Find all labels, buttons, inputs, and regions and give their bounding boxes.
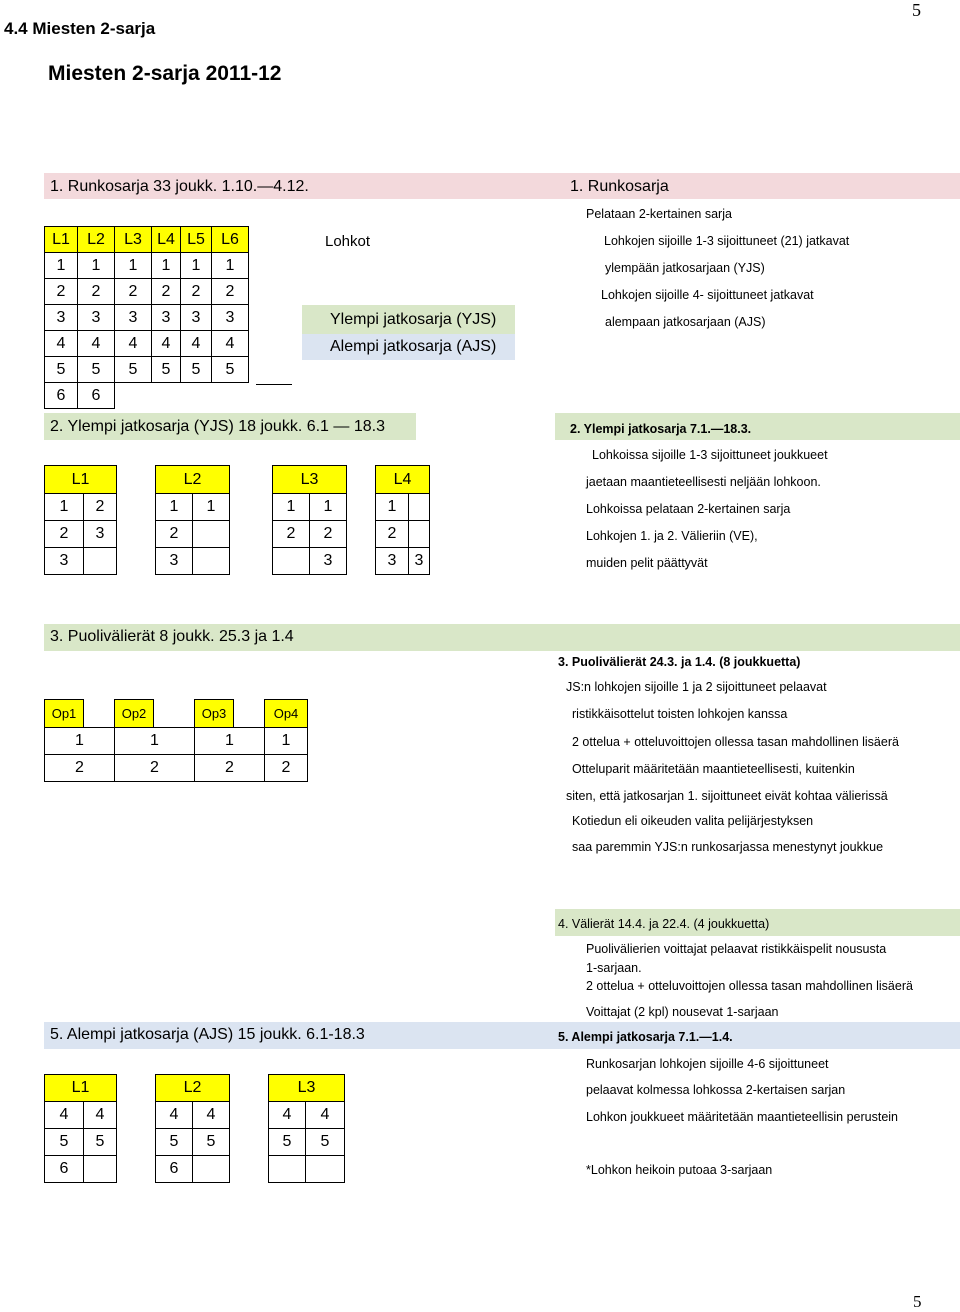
section5-desc-line: Runkosarjan lohkojen sijoille 4-6 sijoittuneet — [586, 1057, 829, 1071]
section3-desc-line: Otteluparit määritetään maantieteellisesti, kuitenkin — [572, 762, 855, 776]
section4-heading-right: 4. Välierät 14.4. ja 22.4. (4 joukkuetta) — [558, 917, 770, 931]
table-cell: 5 — [156, 1129, 193, 1156]
table-gap — [117, 1129, 156, 1156]
table-cell: 2 — [84, 494, 117, 521]
table-cell: 2 — [45, 521, 84, 548]
table-header-row — [45, 466, 430, 494]
table-gap — [347, 521, 376, 548]
table-gap — [347, 466, 376, 494]
ajs-table — [44, 1074, 345, 1183]
table-row — [45, 548, 430, 575]
table-cell: 3 — [115, 305, 152, 331]
table-cell: 2 — [156, 521, 193, 548]
table-cell: 1 — [152, 253, 181, 279]
table-cell — [193, 521, 230, 548]
table-gap — [347, 494, 376, 521]
table-cell: 1 — [45, 728, 115, 755]
table-gap — [117, 1075, 156, 1102]
table-cell: 4 — [212, 331, 249, 357]
table-cell: 2 — [265, 755, 308, 782]
table-row — [45, 494, 430, 521]
section3-desc-line: 2 ottelua + otteluvoittojen ollessa tasan mahdollinen lisäerä — [572, 735, 899, 749]
label-lohkot: Lohkot — [325, 233, 371, 250]
table-cell — [306, 1156, 345, 1183]
table-header-cell: L3 — [273, 466, 347, 494]
table-header-cell: L1 — [45, 1075, 117, 1102]
table-gap — [117, 494, 156, 521]
table-row — [45, 1156, 345, 1183]
table-header-cell: Op1 — [45, 700, 84, 728]
table-row — [45, 305, 249, 331]
table-cell: 1 — [193, 494, 230, 521]
table-header-row — [45, 700, 308, 728]
table-gap — [154, 700, 195, 728]
table-cell: 4 — [269, 1102, 306, 1129]
table-cell: 4 — [78, 331, 115, 357]
table-cell — [193, 1156, 230, 1183]
table-cell: 3 — [78, 305, 115, 331]
table-cell: 2 — [195, 755, 265, 782]
table-row — [45, 383, 249, 409]
table-gap — [117, 521, 156, 548]
section3-desc-line: ristikkäisottelut toisten lohkojen kanssa — [572, 707, 788, 721]
table-cell: 1 — [265, 728, 308, 755]
section1-desc-line: alempaan jatkosarjaan (AJS) — [605, 315, 766, 329]
table-cell: 1 — [273, 494, 310, 521]
section2-heading-right: 2. Ylempi jatkosarja 7.1.—18.3. — [570, 422, 752, 436]
label-ajs: Alempi jatkosarja (AJS) — [330, 338, 497, 355]
page-number-bottom: 5 — [913, 1292, 922, 1311]
table-cell — [409, 494, 430, 521]
section2-desc-line: muiden pelit päättyvät — [586, 556, 708, 570]
table-cell: 3 — [156, 548, 193, 575]
table-header-cell: L3 — [115, 227, 152, 253]
table-cell: 1 — [115, 728, 195, 755]
table-cell: 3 — [310, 548, 347, 575]
table-cell: 5 — [45, 1129, 84, 1156]
table-cell: 3 — [376, 548, 409, 575]
section5-desc-line: *Lohkon heikoin putoaa 3-sarjaan — [586, 1163, 773, 1177]
table-cell: 5 — [212, 357, 249, 383]
table-cell: 2 — [45, 755, 115, 782]
main-title: Miesten 2-sarja 2011-12 — [48, 62, 282, 85]
table-header-cell: Op4 — [265, 700, 308, 728]
table-row — [45, 728, 308, 755]
section3-desc-line: JS:n lohkojen sijoille 1 ja 2 sijoittuneet pelaavat — [566, 680, 827, 694]
section3-desc-line: siten, että jatkosarjan 1. sijoittuneet eivät kohtaa välierissä — [566, 789, 888, 803]
table-cell: 1 — [376, 494, 409, 521]
table-cell-empty — [181, 383, 212, 409]
table-cell: 5 — [84, 1129, 117, 1156]
table-cell: 3 — [409, 548, 430, 575]
table-cell: 5 — [115, 357, 152, 383]
section5-heading-right: 5. Alempi jatkosarja 7.1.—1.4. — [558, 1030, 733, 1044]
section1-desc-line: Pelataan 2-kertainen sarja — [586, 207, 732, 221]
table-cell: 3 — [45, 548, 84, 575]
table-gap — [230, 1156, 269, 1183]
table-gap — [230, 494, 273, 521]
table-row — [45, 331, 249, 357]
section2-desc-line: Lohkoissa sijoille 1-3 sijoittuneet joukkueet — [592, 448, 828, 462]
table-cell: 1 — [45, 494, 84, 521]
table-cell: 5 — [45, 357, 78, 383]
table-cell: 1 — [181, 253, 212, 279]
table-cell: 2 — [212, 279, 249, 305]
table-cell: 6 — [78, 383, 115, 409]
table-gap — [234, 700, 265, 728]
table-gap — [230, 466, 273, 494]
section4-desc-line: 2 ottelua + otteluvoittojen ollessa tasan mahdollinen lisäerä — [586, 979, 913, 993]
table-cell — [409, 521, 430, 548]
page-number-top: 5 — [912, 0, 921, 20]
table-gap — [230, 1102, 269, 1129]
table-cell: 6 — [45, 383, 78, 409]
table-header-cell: L2 — [78, 227, 115, 253]
label-yjs: Ylempi jatkosarja (YJS) — [330, 311, 497, 328]
section2-desc-line: Lohkojen 1. ja 2. Välieriin (VE), — [586, 529, 758, 543]
table-gap — [84, 700, 115, 728]
table-cell: 5 — [78, 357, 115, 383]
table-gap — [230, 1129, 269, 1156]
table-cell: 2 — [273, 521, 310, 548]
section3-heading: 3. Puolivälierät 8 joukk. 25.3 ja 1.4 — [50, 628, 294, 645]
table-cell: 2 — [45, 279, 78, 305]
table-cell: 4 — [193, 1102, 230, 1129]
table-cell: 4 — [156, 1102, 193, 1129]
section1-desc-line: Lohkojen sijoille 4- sijoittuneet jatkavat — [601, 288, 814, 302]
table-cell: 6 — [45, 1156, 84, 1183]
table-gap — [347, 548, 376, 575]
section5-desc-line: pelaavat kolmessa lohkossa 2-kertaisen sarjan — [586, 1083, 846, 1097]
table-cell: 2 — [310, 521, 347, 548]
table-row — [45, 357, 249, 383]
table-cell: 4 — [181, 331, 212, 357]
table-cell: 1 — [310, 494, 347, 521]
table-gap — [117, 548, 156, 575]
table-cell — [84, 548, 117, 575]
table-cell: 4 — [84, 1102, 117, 1129]
table-cell: 1 — [45, 253, 78, 279]
section3-desc-line: saa paremmin YJS:n runkosarjassa menestynyt joukkue — [572, 840, 884, 854]
table-header-cell: Op3 — [195, 700, 234, 728]
table-row — [45, 755, 308, 782]
table-cell: 5 — [193, 1129, 230, 1156]
table-header-cell: L5 — [181, 227, 212, 253]
table-header-cell: L4 — [152, 227, 181, 253]
table-gap — [117, 1156, 156, 1183]
section1-heading: 1. Runkosarja 33 joukk. 1.10.—4.12. — [50, 178, 309, 195]
table-cell: 1 — [212, 253, 249, 279]
table-gap — [117, 466, 156, 494]
table-cell: 4 — [306, 1102, 345, 1129]
puolivalierat-table — [44, 699, 308, 782]
table-cell — [84, 1156, 117, 1183]
section4-desc-line: Voittajat (2 kpl) nousevat 1-sarjaan — [586, 1005, 779, 1019]
section1-desc-line: Lohkojen sijoille 1-3 sijoittuneet (21) jatkavat — [604, 234, 850, 248]
table-cell: 5 — [269, 1129, 306, 1156]
table-row — [45, 253, 249, 279]
table-cell: 2 — [115, 279, 152, 305]
runkosarja-table — [44, 226, 249, 409]
table-cell — [269, 1156, 306, 1183]
table-cell: 3 — [45, 305, 78, 331]
table-cell: 4 — [45, 1102, 84, 1129]
table-row — [45, 521, 430, 548]
table-cell-empty — [152, 383, 181, 409]
table-cell: 1 — [115, 253, 152, 279]
table-row — [45, 279, 249, 305]
section4-desc-line: 1-sarjaan. — [586, 961, 642, 975]
table-rule — [256, 384, 292, 385]
table-header-cell: L6 — [212, 227, 249, 253]
table-header-cell: L2 — [156, 1075, 230, 1102]
table-header-cell: Op2 — [115, 700, 154, 728]
table-cell: 3 — [212, 305, 249, 331]
table-cell-empty — [212, 383, 249, 409]
section2-desc-line: jaetaan maantieteellisesti neljään lohkoon. — [586, 475, 821, 489]
table-cell: 5 — [152, 357, 181, 383]
table-header-cell: L3 — [269, 1075, 345, 1102]
table-cell: 2 — [152, 279, 181, 305]
table-row — [45, 1102, 345, 1129]
table-gap — [230, 521, 273, 548]
table-cell: 4 — [45, 331, 78, 357]
section3-desc-line: Kotiedun eli oikeuden valita pelijärjestyksen — [572, 814, 814, 828]
table-header-row — [45, 227, 249, 253]
table-cell — [193, 548, 230, 575]
table-cell: 1 — [195, 728, 265, 755]
page-header-title: 4.4 Miesten 2-sarja — [4, 19, 156, 38]
table-cell: 4 — [115, 331, 152, 357]
table-header-cell: L4 — [376, 466, 430, 494]
table-cell-empty — [115, 383, 152, 409]
table-cell: 5 — [306, 1129, 345, 1156]
section3-heading-right: 3. Puolivälierät 24.3. ja 1.4. (8 joukkuetta) — [558, 655, 801, 669]
table-cell — [273, 548, 310, 575]
section1-heading-right: 1. Runkosarja — [570, 178, 669, 195]
table-header-cell: L1 — [45, 227, 78, 253]
section1-desc-line: ylempään jatkosarjaan (YJS) — [605, 261, 765, 275]
table-cell: 1 — [156, 494, 193, 521]
table-cell: 2 — [115, 755, 195, 782]
table-cell: 4 — [152, 331, 181, 357]
table-cell: 1 — [78, 253, 115, 279]
table-gap — [230, 1075, 269, 1102]
table-header-cell: L2 — [156, 466, 230, 494]
table-header-row — [45, 1075, 345, 1102]
table-gap — [230, 548, 273, 575]
table-cell: 2 — [181, 279, 212, 305]
table-row — [45, 1129, 345, 1156]
table-cell: 6 — [156, 1156, 193, 1183]
table-cell: 3 — [84, 521, 117, 548]
table-cell: 5 — [181, 357, 212, 383]
table-header-cell: L1 — [45, 466, 117, 494]
section5-heading: 5. Alempi jatkosarja (AJS) 15 joukk. 6.1-18.3 — [50, 1026, 365, 1043]
table-cell: 3 — [181, 305, 212, 331]
section2-desc-line: Lohkoissa pelataan 2-kertainen sarja — [586, 502, 791, 516]
section5-desc-line: Lohkon joukkueet määritetään maantieteellisin perustein — [586, 1110, 898, 1124]
table-gap — [117, 1102, 156, 1129]
table-cell: 2 — [376, 521, 409, 548]
section2-heading: 2. Ylempi jatkosarja (YJS) 18 joukk. 6.1 — 18.3 — [50, 418, 385, 435]
table-cell: 2 — [78, 279, 115, 305]
yjs-table — [44, 465, 430, 575]
table-cell: 3 — [152, 305, 181, 331]
section4-desc-line: Puolivälierien voittajat pelaavat ristikkäispelit noususta — [586, 942, 887, 956]
